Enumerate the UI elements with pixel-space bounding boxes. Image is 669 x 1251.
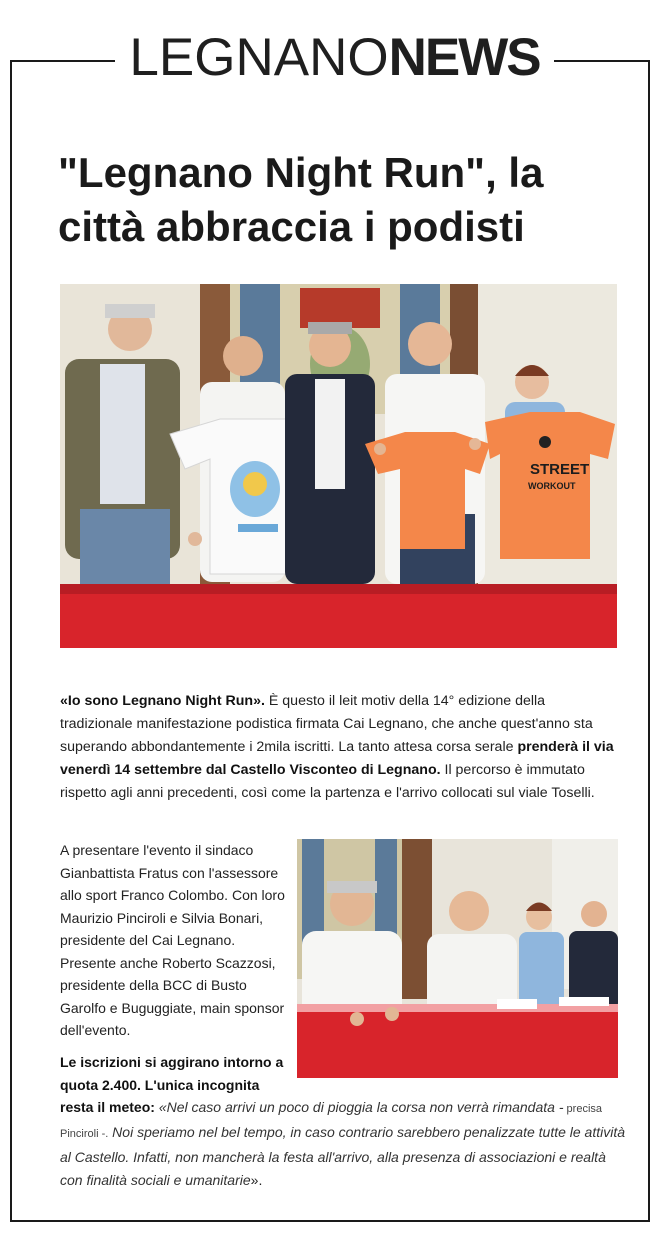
lead-text-2: Il percorso è immutato rispetto agli anni precedenti, così come la partenza e l'arrivo collocati sul viale Toselli. [60, 762, 595, 801]
secondary-photo-illustration [297, 839, 618, 1078]
closing-quote-end: ». [250, 1172, 263, 1188]
lead-text-1: È questo il leit motiv della 14° edizione della tradizionale manifestazione podistica firmata Cai Legnano, che anche quest'anno sta superando abbondantemente i 2mila iscritti. La tanto attesa corsa serale [60, 693, 593, 755]
masthead [0, 28, 669, 88]
logo [115, 28, 553, 88]
closing-paragraph [60, 1096, 630, 1192]
shirt-workout-text: WORKOUT [528, 481, 576, 491]
main-photo [60, 284, 617, 648]
shirt-street-text: STREET [530, 461, 590, 478]
closing-bold-weather: resta il meteo: [60, 1099, 155, 1115]
closing-quote-2: Noi speriamo nel bel tempo, in caso contrario sarebbero penalizzate tutte le attività al Castello. Infatti, non mancherà la festa all'arrivo, alla presenza di associazioni e realtà con finalità sociali e umanitarie [60, 1124, 626, 1188]
lead-bold-date: prenderà il via venerdì 14 settembre dal Castello Visconteo di Legnano. [60, 739, 614, 778]
logo-bold-text: NEWS [388, 28, 540, 87]
logo-light-text: LEGNANO [129, 28, 389, 87]
closing-attribution: precisa Pinciroli -. [60, 1103, 603, 1140]
lead-bold-quote: «Io sono Legnano Night Run». [60, 693, 265, 709]
closing-quote-1: «Nel caso arrivi un poco di pioggia la corsa non verrà rimandata - [154, 1099, 564, 1115]
article-headline: "Legnano Night Run", la città abbraccia i podisti [58, 149, 544, 250]
main-photo-illustration [60, 284, 617, 648]
registrations-bold-text: Le iscrizioni si aggirano intorno a quota 2.400. L'unica incognita [60, 1054, 284, 1093]
lead-paragraph [60, 690, 620, 805]
secondary-photo [297, 839, 618, 1078]
presentation-paragraph: A presentare l'evento il sindaco Gianbattista Fratus con l'assessore allo sport Franco Colombo. Con loro Maurizio Pinciroli e Silvia Bonari, presidente del Cai Legnano. Presente anche Roberto Scazzosi, presidente della BCC di Busto Garolfo e Buguggiate, main sponsor dell'evento. [60, 842, 285, 1038]
